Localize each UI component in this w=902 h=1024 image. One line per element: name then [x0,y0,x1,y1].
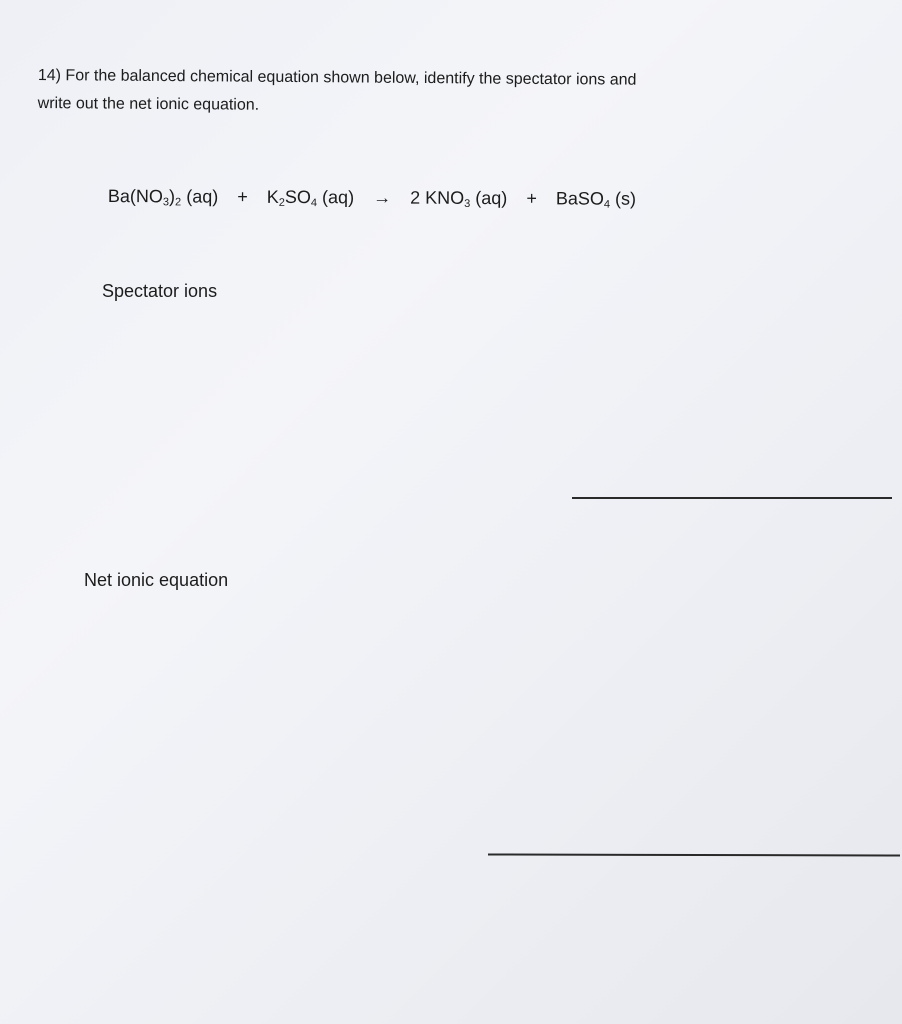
reactant2-state: (aq) [322,187,355,208]
reactant1-paren: ) [169,186,176,207]
plus-sign-1: + [237,186,248,207]
reactant1-state: (aq) [186,186,219,207]
chemical-equation [108,186,636,210]
question-line-2: write out the net ionic equation. [37,94,260,114]
product2-formula: BaSO [555,188,604,209]
question-number: 14) [37,66,62,85]
question-prompt [38,62,868,125]
reactant1-formula-part: Ba(NO [107,186,164,207]
net-ionic-equation-answer-line[interactable] [488,853,900,856]
spectator-ions-answer-line[interactable] [572,497,892,499]
product1-subscript: 3 [464,197,471,210]
reactant2-formula-part-2: SO [284,186,311,208]
reactant1-subscript-1: 3 [162,196,170,209]
spectator-ions-label: Spectator ions [102,281,218,301]
reactant-barium-nitrate [108,186,218,207]
question-text-1: For the balanced chemical equation shown below, identify the spectator ions and [65,67,637,89]
product1-formula: KNO [425,187,465,208]
product-barium-sulfate [555,188,637,211]
reaction-arrow-icon: → [373,187,392,208]
reactant2-subscript-1: 2 [278,196,285,209]
product2-subscript: 4 [603,198,611,211]
reactant2-formula-part-1: K [266,186,279,207]
reactant-potassium-sulfate [266,186,355,210]
product1-coefficient: 2 [410,187,421,208]
product-potassium-nitrate [410,188,507,209]
product2-state: (s) [614,188,637,209]
net-ionic-equation-label: Net ionic equation [84,570,229,590]
product1-state: (aq) [475,187,508,209]
plus-sign-2: + [526,188,537,209]
reactant2-subscript-2: 4 [310,197,318,210]
reactant1-subscript-2: 2 [175,196,182,209]
